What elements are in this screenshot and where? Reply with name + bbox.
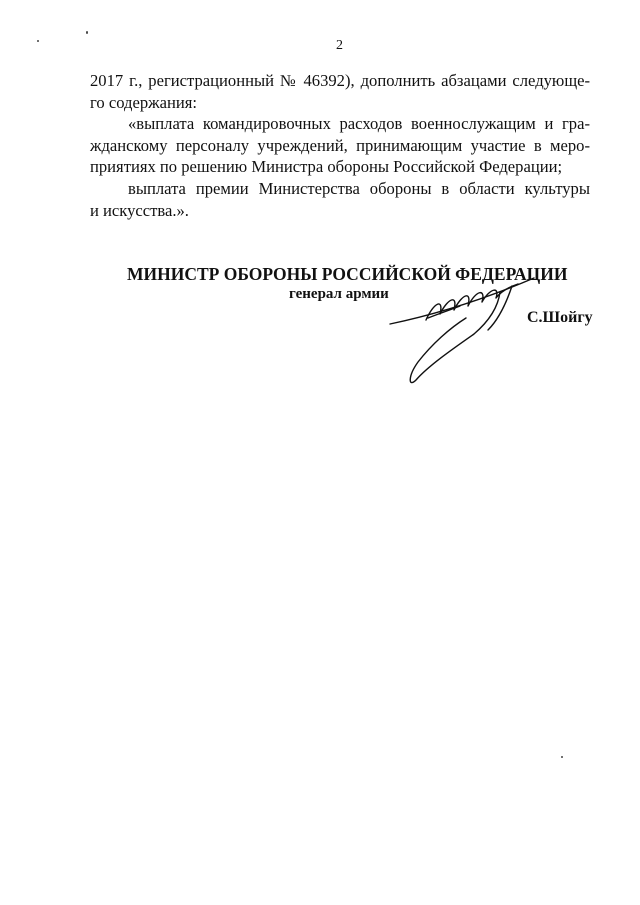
scan-speck bbox=[561, 756, 563, 758]
body-line: жданскому персоналу учреждений, принимающим участие в меро- bbox=[90, 135, 590, 155]
scan-speck bbox=[37, 40, 39, 42]
body-line: и искусства.». bbox=[90, 200, 189, 220]
page-number: 2 bbox=[336, 38, 343, 53]
body-line: го содержания: bbox=[90, 92, 197, 112]
body-line: «выплата командировочных расходов военнослужащим и гра- bbox=[128, 114, 590, 134]
handwritten-signature bbox=[388, 268, 538, 388]
document-body bbox=[90, 70, 590, 221]
signatory-rank: генерал армии bbox=[289, 286, 389, 302]
body-line: приятиях по решению Министра обороны Российской Федерации; bbox=[90, 157, 563, 177]
signatory-title: МИНИСТР ОБОРОНЫ РОССИЙСКОЙ ФЕДЕРАЦИИ bbox=[127, 264, 568, 284]
body-line: выплата премии Министерства обороны в области культуры bbox=[128, 178, 590, 198]
signatory-name: С.Шойгу bbox=[527, 309, 593, 326]
body-line: 2017 г., регистрационный № 46392), дополнить абзацами следующе- bbox=[90, 71, 590, 90]
scan-speck bbox=[86, 31, 88, 34]
